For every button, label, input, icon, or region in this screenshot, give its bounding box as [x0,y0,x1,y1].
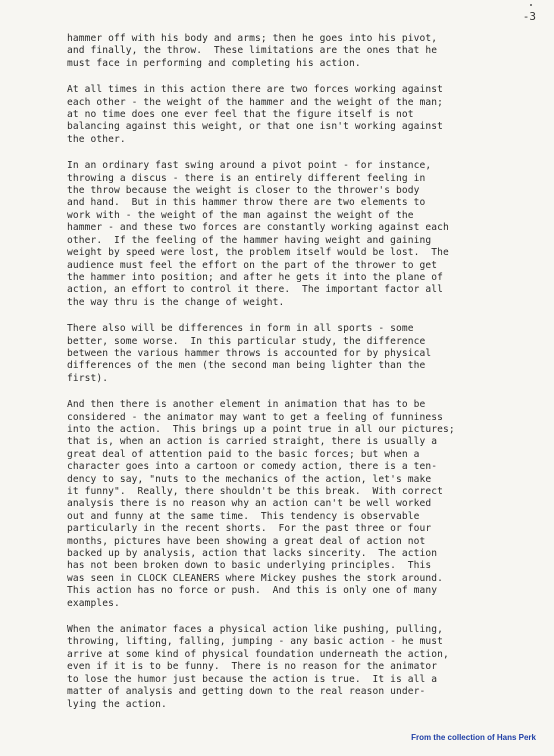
text-line: into the action. This brings up a point true in all our pictures; [67,423,455,435]
text-line: examples. [67,597,120,609]
text-line: and hand. But in this hammer throw there are two elements to [67,197,426,209]
text-line: And then there is another element in animation that has to be [67,399,426,411]
text-line: weight by speed were lost, the problem itself would be lost. The [67,247,449,259]
text-line: considered - the animator may want to get a feeling of funniness [67,411,444,423]
text-line: work with - the weight of the man against the weight of the [67,209,414,221]
text-line: the other. [67,133,126,145]
text-line: throwing a discus - there is an entirely different feeling in [67,172,426,184]
text-line: dency to say, "nuts to the mechanics of the action, let's make [67,473,432,485]
text-line: analysis there is no reason why an action can't be well worked [67,498,432,510]
text-line: between the various hammer throws is accounted for by physical [67,347,432,359]
text-line: audience must feel the effort on the part of the thrower to get [67,259,438,271]
text-line: At all times in this action there are two forces working against [67,84,444,96]
text-line: This action has no force or push. And this is only one of many [67,585,438,597]
text-line: balancing against this weight, or that one isn't working against [67,121,444,133]
text-line: the hammer into position; and after he gets it into the plane of [67,271,444,283]
text-line: arrive at some kind of physical foundation underneath the action, [67,648,449,660]
ink-speck [530,4,532,6]
text-line: at no time does one ever feel that the figure itself is not [67,109,414,121]
text-line: has not been broken down to basic underlying principles. This [67,560,432,572]
text-line: to lose the humor just because the action is true. It is all a [67,673,438,685]
text-line: In an ordinary fast swing around a pivot point - for instance, [67,160,432,172]
text-line: great deal of attention paid to the basic forces; but when a [67,448,420,460]
text-line: better, some worse. In this particular study, the difference [67,335,426,347]
text-line: hammer - and these two forces are constantly working against each [67,222,449,234]
paragraph-2 [67,84,537,146]
paragraph-3 [67,160,537,309]
text-line: backed up by analysis, action that lacks sincerity. The action [67,548,438,560]
text-line: differences of the men (the second man being lighter than the [67,360,426,372]
text-line: matter of analysis and getting down to the real reason under- [67,686,426,698]
collection-credit: From the collection of Hans Perk [411,733,536,742]
text-line: action, an effort to control it there. The important factor all [67,284,444,296]
text-line: first). [67,372,109,384]
text-line: must face in performing and completing his action. [67,57,361,69]
text-line: When the animator faces a physical action like pushing, pulling, [67,624,444,636]
text-line: was seen in CLOCK CLEANERS where Mickey pushes the stork around. [67,572,444,584]
paragraph-6 [67,624,537,711]
text-line: the throw because the weight is closer to the thrower's body [67,185,420,197]
text-line: that is, when an action is carried straight, there is usually a [67,436,438,448]
paragraph-4 [67,323,537,385]
text-line: it funny". Really, there shouldn't be this break. With correct [67,486,444,497]
text-line: throwing, lifting, falling, jumping - any basic action - he must [67,636,444,648]
text-line: particularly in the recent shorts. For the past three or four [67,523,432,535]
text-line: even if it is to be funny. There is no reason for the animator [67,661,438,673]
text-line: other. If the feeling of the hammer having weight and gaining [67,234,432,246]
page-number: -3 [522,10,536,23]
body-text [67,33,537,725]
text-line: out and funny at the same time. This tendency is observable [67,510,420,522]
paragraph-1 [67,33,537,70]
text-line: each other - the weight of the hammer and the weight of the man; [67,96,444,108]
text-line: hammer off with his body and arms; then he goes into his pivot, [67,33,438,44]
paragraph-5 [67,399,537,610]
text-line: There also will be differences in form in all sports - some [67,323,414,335]
text-line: the way thru is the change of weight. [67,296,285,308]
text-line: character goes into a cartoon or comedy action, there is a ten- [67,461,438,473]
text-line: months, pictures have been showing a great deal of action not [67,535,426,547]
text-line: lying the action. [67,698,167,710]
text-line: and finally, the throw. These limitations are the ones that he [67,45,438,57]
